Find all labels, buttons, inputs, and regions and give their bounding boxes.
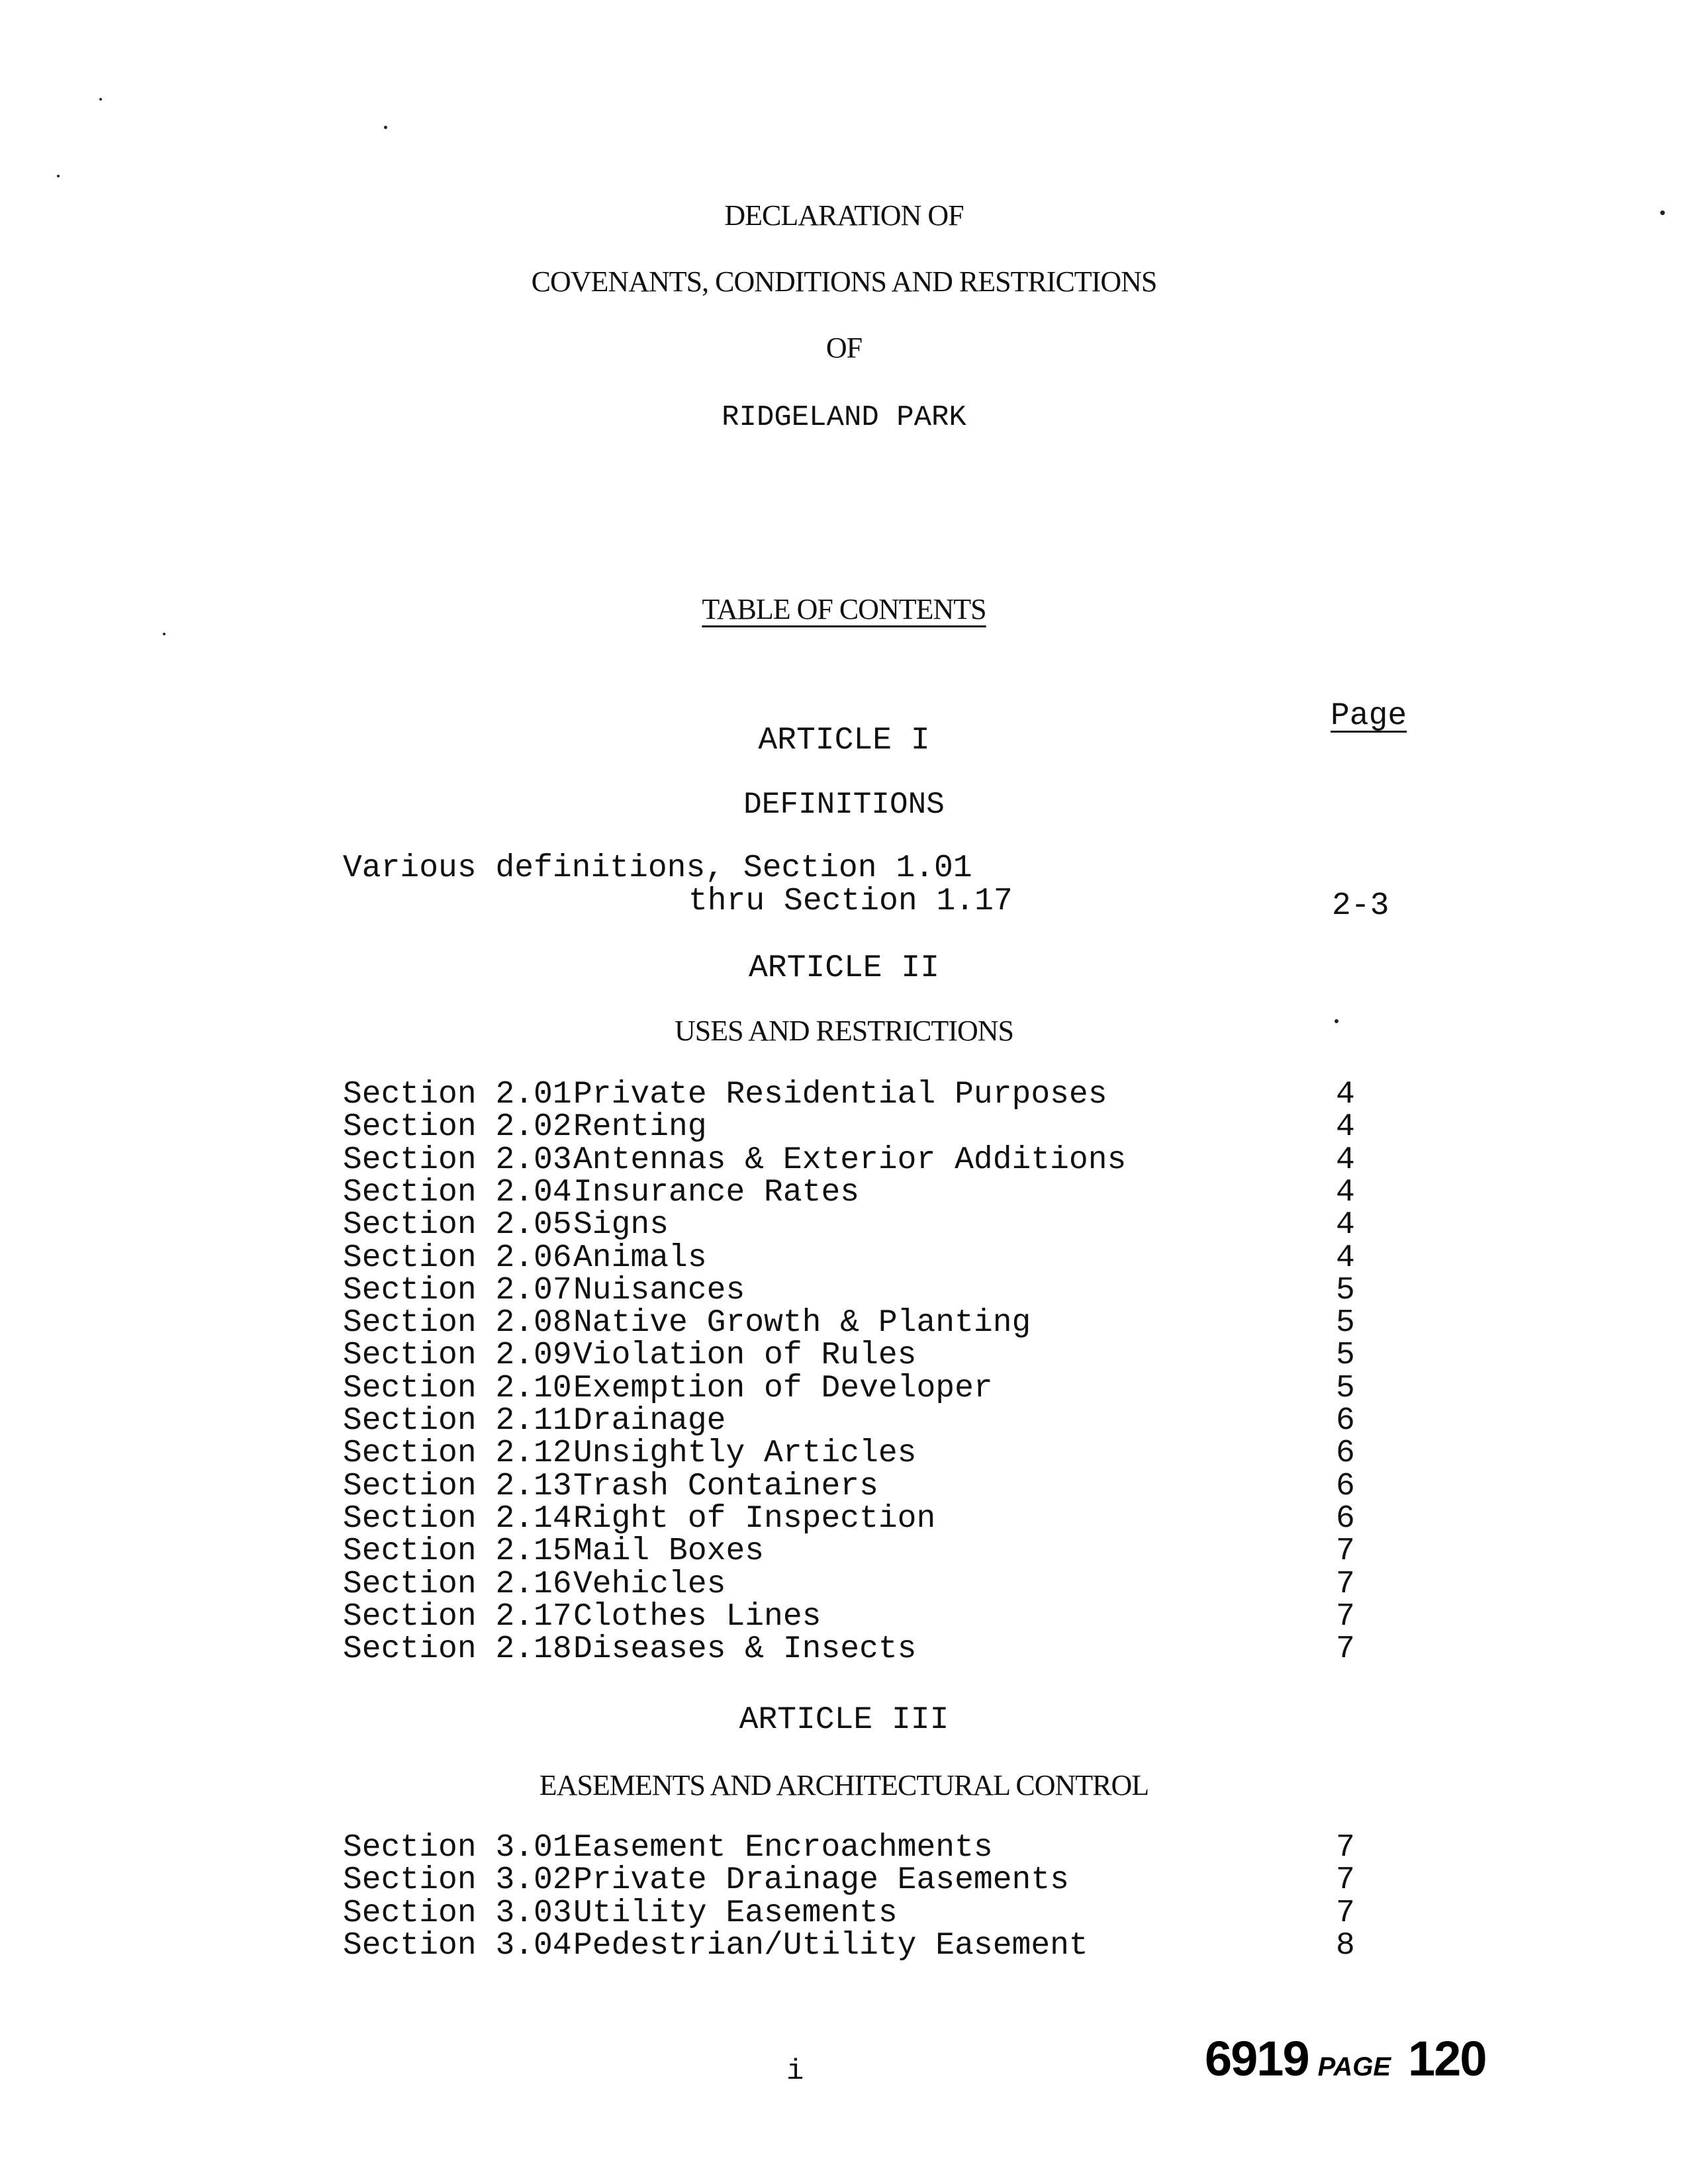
toc-page-number: 4	[1336, 1142, 1355, 1178]
toc-row	[0, 1272, 1688, 1308]
toc-row	[0, 1598, 1688, 1635]
toc-row	[0, 1535, 1688, 1569]
toc-page-number: 7	[1336, 1830, 1355, 1866]
scan-speck	[99, 98, 102, 101]
toc-section-number: Section 2.04	[343, 1174, 572, 1210]
header-line-1-text: DECLARATION OF	[724, 199, 964, 232]
stamp-number: 6919	[1205, 2031, 1309, 2086]
article-1-heading	[0, 723, 1688, 758]
recording-stamp	[1205, 2030, 1485, 2087]
toc-section-title: Private Residential Purposes	[573, 1077, 1107, 1113]
toc-section-number: Section 2.18	[343, 1631, 572, 1668]
toc-row	[0, 1079, 1688, 1112]
toc-row	[0, 1437, 1688, 1471]
page-number: i	[786, 2055, 804, 2088]
toc-page-number: 7	[1336, 1533, 1355, 1570]
toc-row	[0, 1468, 1688, 1504]
toc-section-number: Section 2.15	[343, 1533, 572, 1570]
toc-page-number: 7	[1336, 1895, 1355, 1931]
toc-section-number: Section 2.07	[343, 1272, 572, 1308]
article-1-entry-line-1: Various definitions, Section 1.01	[343, 850, 972, 886]
toc-page-number: 6	[1336, 1403, 1355, 1439]
header-line-1	[0, 199, 1688, 232]
header-line-3	[0, 331, 1688, 365]
toc-section-title: Trash Containers	[573, 1468, 878, 1504]
header-line-2-text: COVENANTS, CONDITIONS AND RESTRICTIONS	[531, 265, 1157, 298]
toc-page-number: 7	[1336, 1598, 1355, 1635]
header-line-4	[0, 401, 1688, 434]
toc-row	[0, 1500, 1688, 1537]
toc-page-number: 5	[1336, 1305, 1355, 1342]
header-line-4-text: RIDGELAND PARK	[722, 401, 966, 434]
article-3-title	[0, 1768, 1688, 1802]
toc-section-number: Section 3.02	[343, 1862, 572, 1899]
toc-section-number: Section 3.04	[343, 1927, 572, 1964]
toc-section-title: Pedestrian/Utility Easement	[573, 1927, 1088, 1964]
toc-page-number: 4	[1336, 1207, 1355, 1244]
toc-section-title: Insurance Rates	[573, 1174, 860, 1210]
article-1-entry-line-2: thru Section 1.17	[688, 884, 1013, 919]
toc-row	[0, 1370, 1688, 1406]
toc-section-title: Utility Easements	[573, 1895, 898, 1931]
toc-page-number: 7	[1336, 1862, 1355, 1899]
toc-section-title: Diseases & Insects	[573, 1631, 917, 1668]
toc-section-number: Section 2.11	[343, 1403, 572, 1439]
toc-section-number: Section 2.03	[343, 1142, 572, 1178]
toc-row	[0, 1174, 1688, 1210]
toc-row	[0, 1927, 1688, 1964]
toc-page-number: 5	[1336, 1338, 1355, 1374]
article-2-title-text: USES AND RESTRICTIONS	[675, 1015, 1013, 1047]
toc-page-number: 6	[1336, 1435, 1355, 1472]
toc-row	[0, 1633, 1688, 1666]
toc-row	[0, 1307, 1688, 1340]
toc-page-number: 4	[1336, 1240, 1355, 1276]
toc-row	[0, 1144, 1688, 1177]
toc-row	[0, 1832, 1688, 1865]
toc-page-number: 4	[1336, 1077, 1355, 1113]
toc-row	[0, 1111, 1688, 1144]
toc-section-number: Section 3.03	[343, 1895, 572, 1931]
article-1-heading-text: ARTICLE I	[758, 723, 930, 758]
toc-section-number: Section 2.12	[343, 1435, 572, 1472]
toc-section-number: Section 2.06	[343, 1240, 572, 1276]
stamp-page: 120	[1408, 2031, 1486, 2086]
scan-speck	[1660, 210, 1665, 215]
toc-page-number: 7	[1336, 1631, 1355, 1668]
toc-section-title: Violation of Rules	[573, 1338, 917, 1374]
toc-page-number: 5	[1336, 1272, 1355, 1308]
toc-row	[0, 1864, 1688, 1897]
toc-row	[0, 1209, 1688, 1242]
toc-row	[0, 1897, 1688, 1931]
article-1-entry-page: 2-3	[1332, 888, 1389, 924]
toc-row	[0, 1242, 1688, 1275]
article-2-heading-text: ARTICLE II	[748, 950, 940, 986]
toc-section-title: Drainage	[573, 1403, 726, 1439]
scan-speck	[1335, 1019, 1338, 1023]
scan-speck	[384, 126, 387, 129]
page-column-label: Page	[1331, 698, 1407, 734]
header-line-2	[0, 265, 1688, 298]
toc-section-title: Mail Boxes	[573, 1533, 765, 1570]
toc-page-number: 6	[1336, 1500, 1355, 1537]
toc-section-number: Section 2.16	[343, 1566, 572, 1602]
toc-section-number: Section 2.17	[343, 1598, 572, 1635]
toc-section-title: Easement Encroachments	[573, 1830, 993, 1866]
toc-section-title: Exemption of Developer	[573, 1370, 993, 1406]
article-1-title	[0, 788, 1688, 822]
toc-section-title: Vehicles	[573, 1566, 726, 1602]
toc-section-title: Unsightly Articles	[573, 1435, 917, 1472]
toc-page-number: 4	[1336, 1109, 1355, 1146]
toc-section-title: Nuisances	[573, 1272, 745, 1308]
toc-section-title: Animals	[573, 1240, 707, 1276]
article-2-heading	[0, 950, 1688, 986]
toc-page-number: 7	[1336, 1566, 1355, 1602]
toc-section-title: Private Drainage Easements	[573, 1862, 1069, 1899]
toc-row	[0, 1566, 1688, 1602]
article-3-heading-text: ARTICLE III	[739, 1702, 949, 1738]
toc-section-title: Native Growth & Planting	[573, 1305, 1031, 1342]
scan-speck	[57, 175, 60, 177]
article-3-heading	[0, 1702, 1688, 1738]
toc-section-number: Section 2.09	[343, 1338, 572, 1374]
article-1-title-text: DEFINITIONS	[743, 788, 945, 822]
toc-section-number: Section 3.01	[343, 1830, 572, 1866]
toc-section-number: Section 2.10	[343, 1370, 572, 1406]
toc-page-number: 6	[1336, 1468, 1355, 1504]
toc-page-number: 8	[1336, 1927, 1355, 1964]
toc-row	[0, 1405, 1688, 1438]
toc-row	[0, 1340, 1688, 1373]
article-2-title	[0, 1014, 1688, 1048]
toc-page-number: 4	[1336, 1174, 1355, 1210]
toc-page-number: 5	[1336, 1370, 1355, 1406]
article-3-title-text: EASEMENTS AND ARCHITECTURAL CONTROL	[539, 1769, 1149, 1801]
toc-section-number: Section 2.01	[343, 1077, 572, 1113]
toc-section-title: Renting	[573, 1109, 707, 1146]
header-line-3-text: OF	[825, 332, 863, 364]
toc-section-number: Section 2.14	[343, 1500, 572, 1537]
stamp-mark: PAGE	[1317, 2052, 1391, 2081]
toc-section-number: Section 2.08	[343, 1305, 572, 1342]
toc-section-number: Section 2.13	[343, 1468, 572, 1504]
toc-section-number: Section 2.02	[343, 1109, 572, 1146]
toc-title	[0, 592, 1688, 626]
scan-speck	[163, 633, 165, 635]
toc-title-text: TABLE OF CONTENTS	[702, 593, 986, 625]
toc-section-title: Clothes Lines	[573, 1598, 821, 1635]
toc-section-title: Right of Inspection	[573, 1500, 936, 1537]
toc-section-title: Antennas & Exterior Additions	[573, 1142, 1127, 1178]
toc-section-title: Signs	[573, 1207, 669, 1244]
toc-section-number: Section 2.05	[343, 1207, 572, 1244]
